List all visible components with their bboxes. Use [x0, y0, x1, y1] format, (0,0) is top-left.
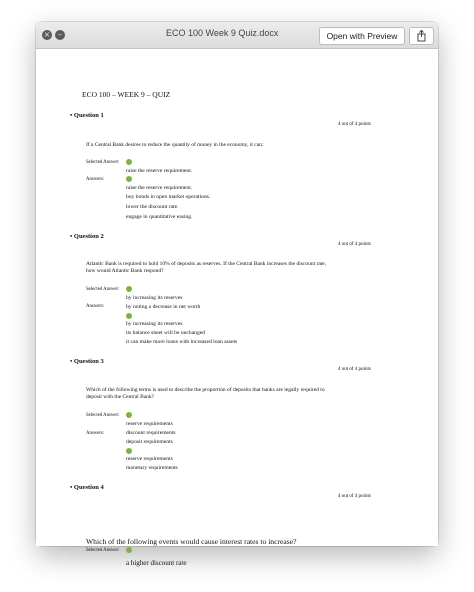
selected-answer-label: Selected Answer: [86, 548, 120, 553]
checkmark-icon [126, 313, 132, 319]
question-text: deposit with the Central Bank? [86, 394, 155, 400]
question-points: 4 out of 4 points [338, 367, 371, 372]
question-heading: • Question 3 [70, 358, 104, 365]
checkmark-icon [126, 286, 132, 292]
question-points: 4 out of 4 points [338, 122, 371, 127]
question-text: Which of the following events would cause interest rates to increase? [86, 537, 297, 546]
selected-answer-label: Selected Answer: [86, 287, 120, 292]
question-heading: • Question 4 [70, 484, 104, 491]
selected-answer: raise the reserve requirement. [126, 168, 193, 174]
question-points: 4 out of 4 points [338, 494, 371, 499]
selected-answer: reserve requirements [126, 421, 173, 427]
close-icon[interactable]: × [43, 30, 51, 39]
open-with-preview-button[interactable]: Open with Preview [319, 27, 405, 45]
answer-option: lower the discount rate. [126, 204, 179, 210]
selected-answer: by increasing its reserves [126, 295, 183, 301]
question-points: 4 out of 4 points [338, 242, 371, 247]
document-title: ECO 100 – WEEK 9 – QUIZ [82, 90, 171, 99]
answer-option: raise the reserve requirement. [126, 185, 193, 191]
question-text: If a Central Bank desires to reduce the quantity of money in the economy, it can: [86, 142, 264, 148]
answer-option: deposit requirements [126, 439, 173, 445]
checkmark-icon [126, 412, 132, 418]
selected-answer-label: Selected Answer: [86, 413, 120, 418]
answer-option: by increasing its reserves [126, 321, 183, 327]
checkmark-icon [126, 176, 132, 182]
answer-option: discount requirements [126, 430, 176, 436]
answer-option: reserve requirements [126, 456, 173, 462]
question-heading: • Question 1 [70, 112, 104, 119]
question-text: Atlantic Bank is required to hold 10% of deposits as reserves. If the Central Bank increases the discount rate, [86, 261, 327, 267]
checkmark-icon [126, 448, 132, 454]
share-icon [410, 28, 433, 44]
answer-option: monetary requirements [126, 465, 178, 471]
window-title: ECO 100 Week 9 Quiz.docx [166, 28, 279, 38]
selected-answer: a higher discount rate [126, 559, 187, 567]
checkmark-icon [126, 159, 132, 165]
answer-option: its balance sheet will be unchanged [126, 330, 206, 336]
document-page [36, 49, 438, 567]
checkmark-icon [126, 547, 132, 553]
share-button[interactable] [409, 27, 434, 45]
minimize-icon[interactable]: – [55, 30, 65, 40]
answer-option: it can make more loans with increased loan assets [126, 339, 238, 345]
answer-option: engage in quantitative easing. [126, 214, 193, 220]
answers-label: Answers: [86, 177, 105, 182]
question-text: Which of the following terms is used to describe the proportion of deposits that banks are legally required to [86, 387, 325, 393]
selected-answer-label: Selected Answer: [86, 160, 120, 165]
answer-option: buy bonds in open market operations. [126, 194, 211, 200]
answers-label: Answers: [86, 304, 105, 309]
answers-label: Answers: [86, 431, 105, 436]
answer-option: by noting a decrease in net worth [126, 304, 201, 310]
title-bar [36, 22, 438, 49]
question-text: how would Atlantic Bank respond? [86, 268, 164, 274]
question-heading: • Question 2 [70, 233, 104, 240]
quicklook-window [36, 22, 438, 567]
